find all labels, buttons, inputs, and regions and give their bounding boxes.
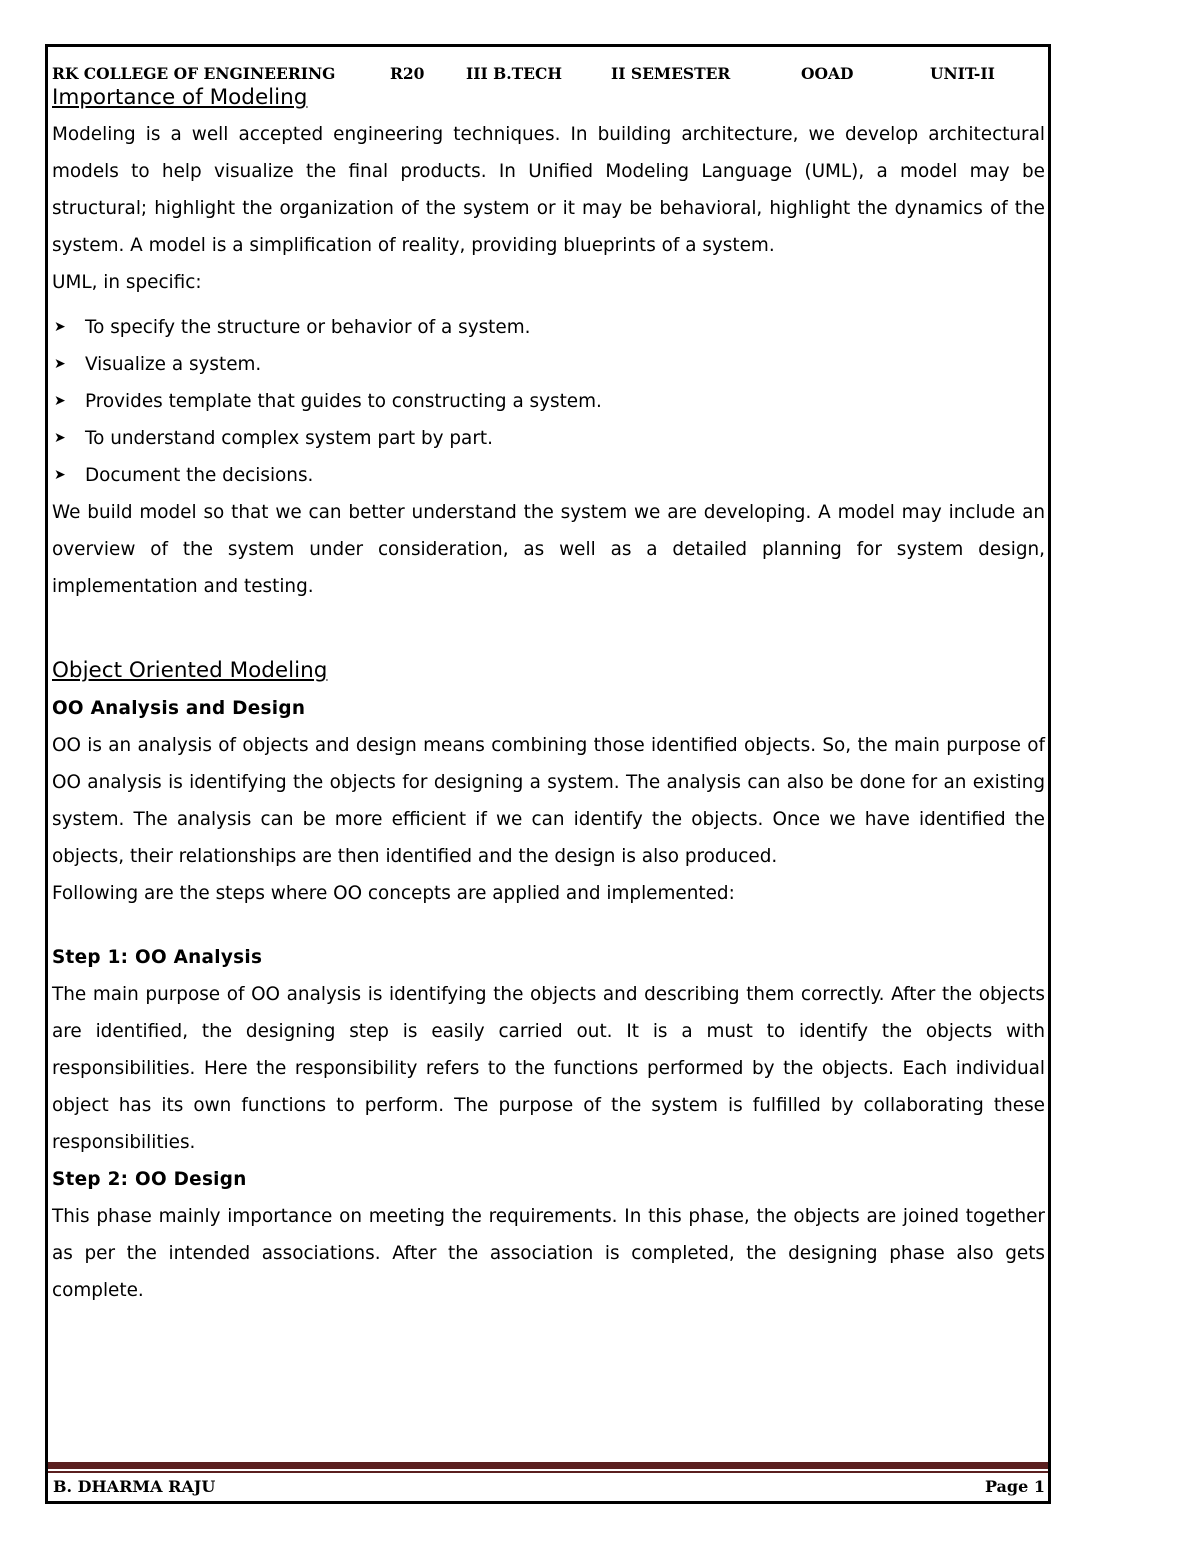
arrow-bullet-icon: ➤ — [54, 393, 66, 409]
subheading-step1: Step 1: OO Analysis — [52, 947, 263, 968]
header-unit: UNIT-II — [930, 64, 995, 83]
heading-object-oriented-modeling: Object Oriented Modeling — [52, 658, 328, 683]
paragraph-steps-intro: Following are the steps where OO concepts are applied and implemented: — [52, 883, 735, 904]
heading-importance-of-modeling: Importance of Modeling — [52, 85, 308, 110]
footer-divider-thin — [48, 1471, 1048, 1473]
footer-author: B. DHARMA RAJU — [53, 1477, 216, 1496]
page-content — [52, 84, 1045, 1309]
subheading-step2: Step 2: OO Design — [52, 1169, 247, 1190]
list-item: ➤ Provides template that guides to constructing a system. — [52, 383, 1045, 420]
paragraph-model-purpose: We build model so that we can better understand the system we are developing. A model may include an overview of the system under consideration, as well as a detailed planning for system design, implementation and testing. — [52, 502, 1045, 597]
paragraph-step1: The main purpose of OO analysis is identifying the objects and describing them correctly. After the objects are identified, the designing step is easily carried out. It is a must to identify the objects with responsibilities. Here the responsibility refers to the functions performed by the objects. Each individual object has its own functions to perform. The purpose of the system is fulfilled by collaborating these responsibilities. — [52, 984, 1045, 1153]
header-regulation: R20 — [390, 64, 425, 83]
header-subject: OOAD — [801, 64, 854, 83]
header-year: III B.TECH — [466, 64, 562, 83]
list-item: ➤ Visualize a system. — [52, 346, 1045, 383]
uml-intro-text: UML, in specific: — [52, 272, 202, 293]
arrow-bullet-icon: ➤ — [54, 356, 66, 372]
arrow-bullet-icon: ➤ — [54, 467, 66, 483]
uml-bullet-list — [52, 309, 1045, 494]
list-item: ➤ To specify the structure or behavior of a system. — [52, 309, 1045, 346]
paragraph-step2: This phase mainly importance on meeting the requirements. In this phase, the objects are joined together as per the intended associations. After the association is completed, the designing phase also gets complete. — [52, 1206, 1045, 1301]
header-semester: II SEMESTER — [611, 64, 731, 83]
paragraph-modeling-intro: Modeling is a well accepted engineering techniques. In building architecture, we develop architectural models to help visualize the final products. In Unified Modeling Language (UML), a model may be structural; highlight the organization of the system or it may be behavioral, highlight the dynamics of the system. A model is a simplification of reality, providing blueprints of a system. — [52, 124, 1045, 256]
arrow-bullet-icon: ➤ — [54, 319, 66, 335]
list-item: ➤ To understand complex system part by part. — [52, 420, 1045, 457]
footer-page-number: Page 1 — [984, 1477, 1045, 1496]
arrow-bullet-icon: ➤ — [54, 430, 66, 446]
header-college: RK COLLEGE OF ENGINEERING — [52, 64, 336, 83]
paragraph-oo-intro: OO is an analysis of objects and design means combining those identified objects. So, the main purpose of OO analysis is identifying the objects for designing a system. The analysis can also be done for an existing system. The analysis can be more efficient if we can identify the objects. Once we have identified the objects, their relationships are then identified and the design is also produced. — [52, 735, 1045, 867]
subheading-oo-analysis-design: OO Analysis and Design — [52, 698, 306, 719]
footer-divider — [48, 1462, 1048, 1469]
page-header — [52, 64, 1042, 86]
list-item: ➤ Document the decisions. — [52, 457, 1045, 494]
